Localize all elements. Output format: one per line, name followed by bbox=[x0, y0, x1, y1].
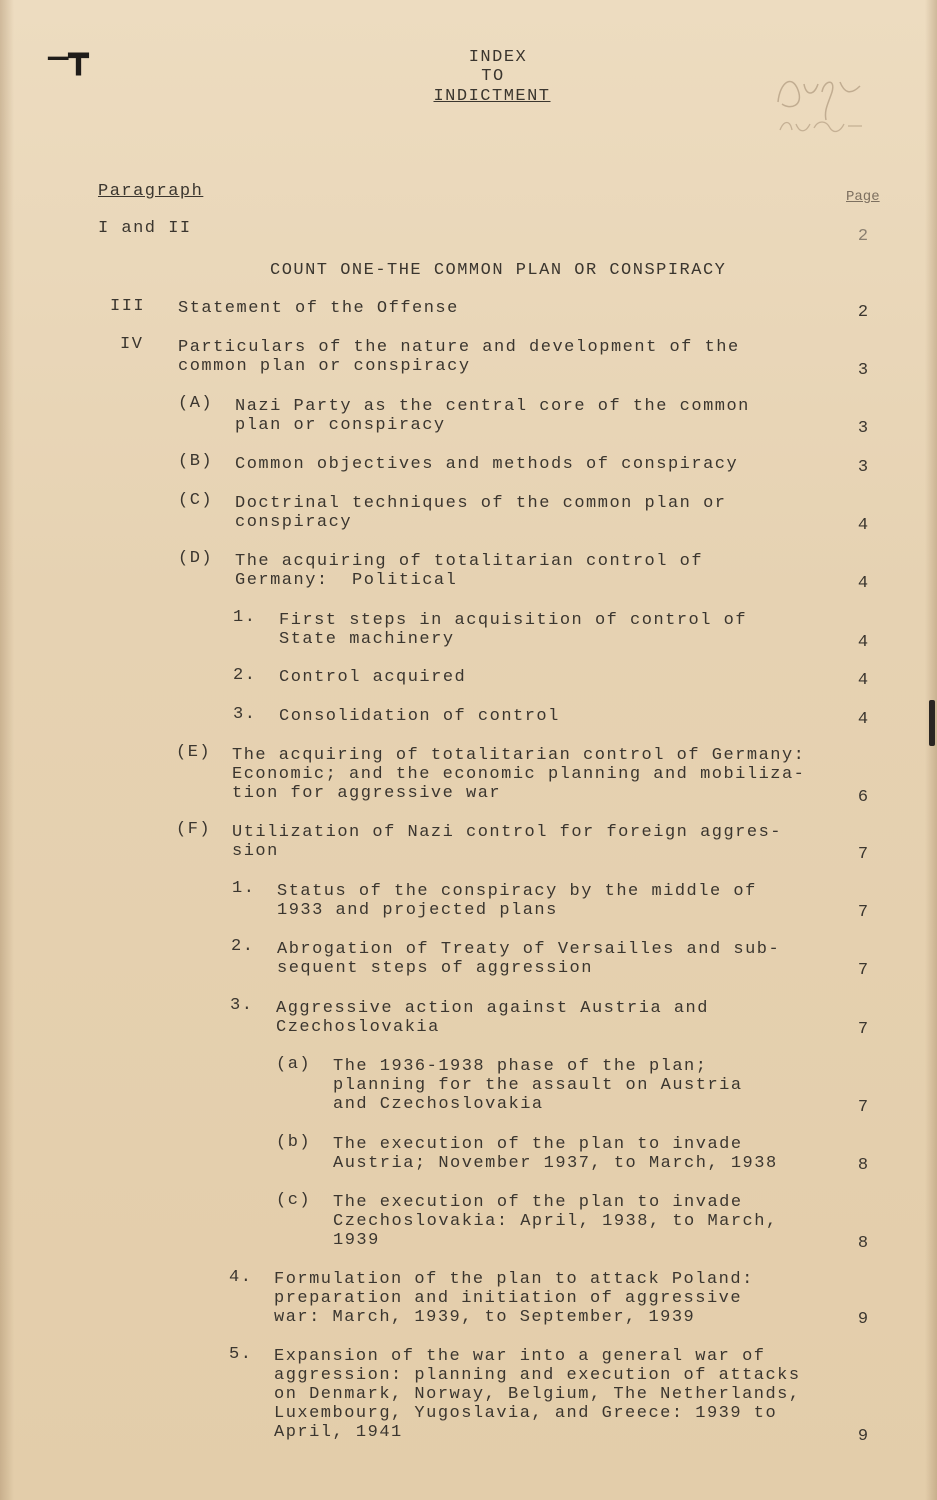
entry-label: IV bbox=[120, 335, 144, 354]
entry-page: 6 bbox=[857, 788, 869, 807]
entry-page: 3 bbox=[857, 419, 869, 438]
entry-page: 2 bbox=[857, 303, 869, 322]
entry-label: (C) bbox=[178, 491, 214, 510]
entry-label: (B) bbox=[178, 452, 214, 471]
entry-text: Control acquired bbox=[279, 668, 467, 687]
entry-label: 2. bbox=[233, 666, 257, 685]
entry-label: 4. bbox=[229, 1268, 253, 1287]
entry-text: Utilization of Nazi control for foreign aggres- sion bbox=[232, 823, 782, 861]
entry-label: I and II bbox=[98, 219, 192, 238]
entry-page: 2 bbox=[857, 227, 869, 246]
title-index: INDEX bbox=[468, 48, 528, 67]
entry-label: III bbox=[110, 297, 146, 316]
entry-text: Aggressive action against Austria and Czechoslovakia bbox=[276, 999, 709, 1037]
corner-ink-mark: —┳ bbox=[48, 40, 89, 78]
entry-text: Consolidation of control bbox=[279, 707, 560, 726]
entry-page: 4 bbox=[857, 516, 869, 535]
entry-page: 7 bbox=[857, 1098, 869, 1117]
entry-label: 5. bbox=[229, 1345, 253, 1364]
entry-text: Status of the conspiracy by the middle of 1933 and projected plans bbox=[277, 882, 757, 920]
entry-label: 3. bbox=[230, 996, 254, 1015]
entry-text: Nazi Party as the central core of the common plan or conspiracy bbox=[235, 397, 750, 435]
entry-label: (c) bbox=[276, 1191, 312, 1210]
paper-edge-right bbox=[925, 0, 937, 1500]
entry-label: 1. bbox=[233, 608, 257, 627]
entry-label: 3. bbox=[233, 705, 257, 724]
entry-label: 1. bbox=[232, 879, 256, 898]
entry-page: 3 bbox=[857, 458, 869, 477]
entry-label: (b) bbox=[276, 1133, 312, 1152]
entry-page: 3 bbox=[857, 361, 869, 380]
entry-page: 4 bbox=[857, 710, 869, 729]
entry-text: Abrogation of Treaty of Versailles and sub- sequent steps of aggression bbox=[277, 940, 781, 978]
entry-text: Formulation of the plan to attack Poland: preparation and initiation of aggressive war: March, 1939, to September, 1939 bbox=[274, 1270, 754, 1327]
entry-label: (D) bbox=[178, 549, 214, 568]
entry-page: 4 bbox=[857, 574, 869, 593]
entry-text: Common objectives and methods of conspiracy bbox=[235, 455, 739, 474]
entry-text: Expansion of the war into a general war of aggression: planning and execution of attacks on Denmark, Norway, Belgium, The Netherlands, Luxembourg, Yugoslavia, and Greece: 1939 to April, 1941 bbox=[274, 1347, 801, 1442]
entry-page: 9 bbox=[857, 1310, 869, 1329]
title-indictment: INDICTMENT bbox=[433, 87, 551, 106]
entry-label: (a) bbox=[276, 1055, 312, 1074]
entry-text: Particulars of the nature and development of the common plan or conspiracy bbox=[178, 338, 740, 376]
entry-text: The 1936-1938 phase of the plan; planning for the assault on Austria and Czechoslovakia bbox=[333, 1057, 743, 1114]
entry-page: 7 bbox=[857, 845, 869, 864]
entry-page: 4 bbox=[857, 633, 869, 652]
column-header-paragraph: Paragraph bbox=[98, 182, 204, 201]
entry-text: The execution of the plan to invade Austria; November 1937, to March, 1938 bbox=[333, 1135, 778, 1173]
entry-text: First steps in acquisition of control of State machinery bbox=[279, 611, 748, 649]
entry-page: 8 bbox=[857, 1234, 869, 1253]
entry-page: 8 bbox=[857, 1156, 869, 1175]
column-header-page: Page bbox=[846, 189, 880, 205]
entry-label: (A) bbox=[178, 394, 214, 413]
entry-label: (E) bbox=[176, 743, 212, 762]
entry-text: The acquiring of totalitarian control of Germany: Economic; and the economic planning and mobiliza- tion for aggressive war bbox=[232, 746, 806, 803]
entry-text: Statement of the Offense bbox=[178, 299, 459, 318]
entry-page: 4 bbox=[857, 671, 869, 690]
entry-text: Doctrinal techniques of the common plan or conspiracy bbox=[235, 494, 727, 532]
entry-page: 7 bbox=[857, 961, 869, 980]
entry-page: 7 bbox=[857, 903, 869, 922]
title-to: TO bbox=[481, 67, 505, 86]
paper-edge-left bbox=[0, 0, 14, 1500]
entry-page: 7 bbox=[857, 1020, 869, 1039]
entry-text: The acquiring of totalitarian control of Germany: Political bbox=[235, 552, 704, 590]
pencil-annotation-icon bbox=[770, 62, 865, 142]
entry-text: The execution of the plan to invade Czechoslovakia: April, 1938, to March, 1939 bbox=[333, 1193, 778, 1250]
entry-page: 9 bbox=[857, 1427, 869, 1446]
binder-clip-mark bbox=[929, 700, 935, 746]
section-heading-count-one: COUNT ONE-THE COMMON PLAN OR CONSPIRACY bbox=[270, 261, 727, 280]
entry-label: (F) bbox=[176, 820, 212, 839]
entry-label: 2. bbox=[231, 937, 255, 956]
